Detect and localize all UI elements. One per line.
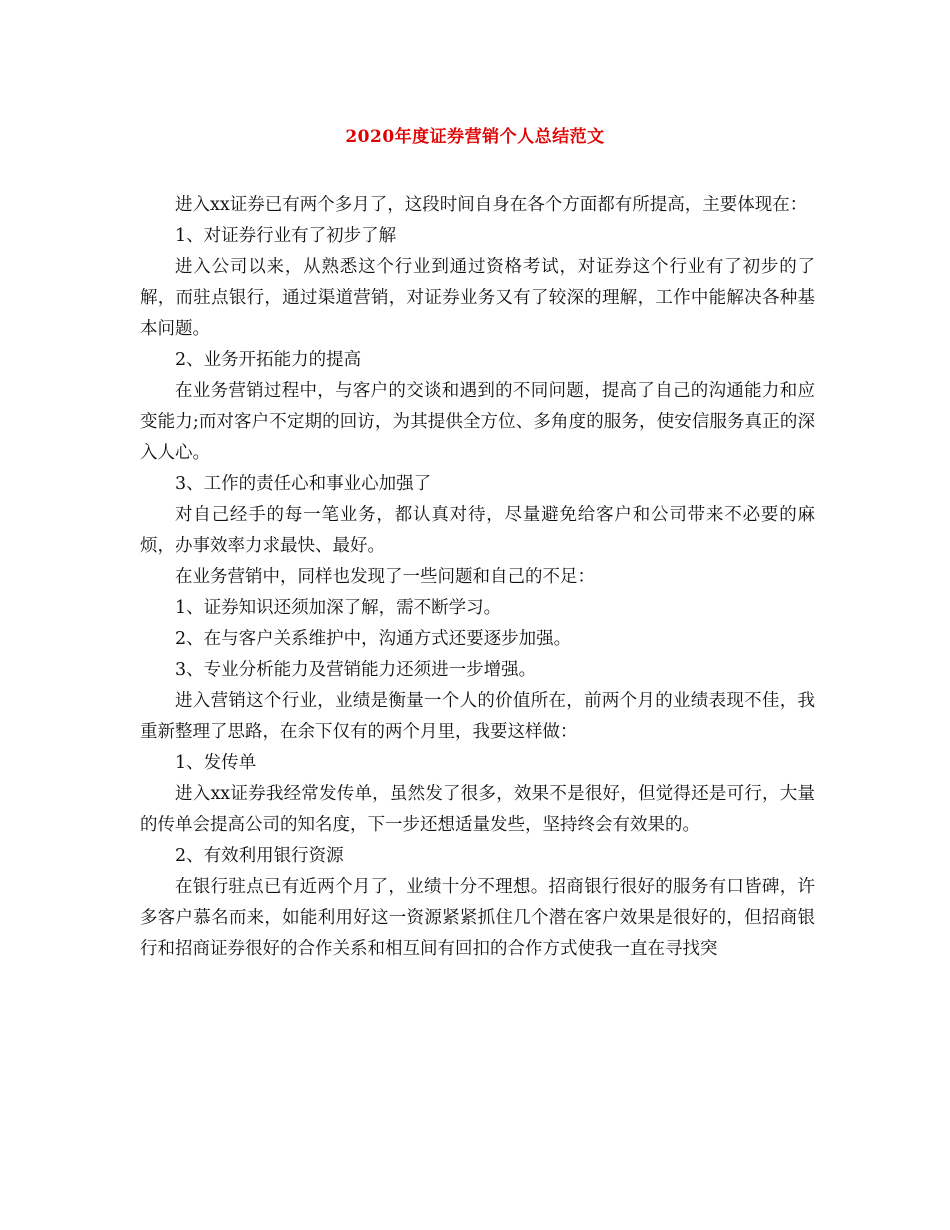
list-item: 3、专业分析能力及营销能力还须进一步增强。 bbox=[175, 660, 537, 680]
paragraph: 进入公司以来，从熟悉这个行业到通过资格考试，对证券这个行业有了初步的了解，而驻点银行，通过渠道营销，对证券业务又有了较深的理解，工作中能解决各种基本问题。 bbox=[140, 257, 815, 339]
section-heading: 2、有效利用银行资源 bbox=[175, 846, 344, 866]
section-heading: 3、工作的责任心和事业心加强了 bbox=[175, 474, 432, 494]
paragraph: 在业务营销过程中，与客户的交谈和遇到的不同问题，提高了自己的沟通能力和应变能力;而对客户不定期的回访，为其提供全方位、多角度的服务，使安信服务真正的深入人心。 bbox=[140, 381, 815, 463]
paragraph: 在银行驻点已有近两个月了，业绩十分不理想。招商银行很好的服务有口皆碑，许多客户慕名而来，如能利用好这一资源紧紧抓住几个潜在客户效果是很好的，但招商银行和招商证券很好的合作关系和相互间有回扣的合作方式使我一直在寻找突 bbox=[140, 877, 815, 959]
paragraph: 对自己经手的每一笔业务，都认真对待，尽量避免给客户和公司带来不必要的麻烦，办事效率力求最快、最好。 bbox=[140, 505, 815, 556]
list-item: 1、证券知识还须加深了解，需不断学习。 bbox=[175, 598, 502, 618]
section-heading: 1、对证券行业有了初步了解 bbox=[175, 226, 397, 246]
paragraph: 进入xx证券我经常发传单，虽然发了很多，效果不是很好，但觉得还是可行，大量的传单会提高公司的知名度，下一步还想适量发些，坚持终会有效果的。 bbox=[140, 784, 815, 835]
document-body bbox=[140, 190, 815, 965]
document-title: 2020年度证券营销个人总结范文 bbox=[345, 127, 605, 147]
section-heading: 2、业务开拓能力的提高 bbox=[175, 350, 362, 370]
section-heading: 1、发传单 bbox=[175, 753, 257, 773]
paragraph: 进入xx证券已有两个多月了，这段时间自身在各个方面都有所提高，主要体现在： bbox=[175, 195, 808, 215]
paragraph: 在业务营销中，同样也发现了一些问题和自己的不足： bbox=[175, 567, 595, 587]
paragraph: 进入营销这个行业，业绩是衡量一个人的价值所在，前两个月的业绩表现不佳，我重新整理了思路，在余下仅有的两个月里，我要这样做： bbox=[140, 691, 815, 742]
list-item: 2、在与客户关系维护中，沟通方式还要逐步加强。 bbox=[175, 629, 572, 649]
